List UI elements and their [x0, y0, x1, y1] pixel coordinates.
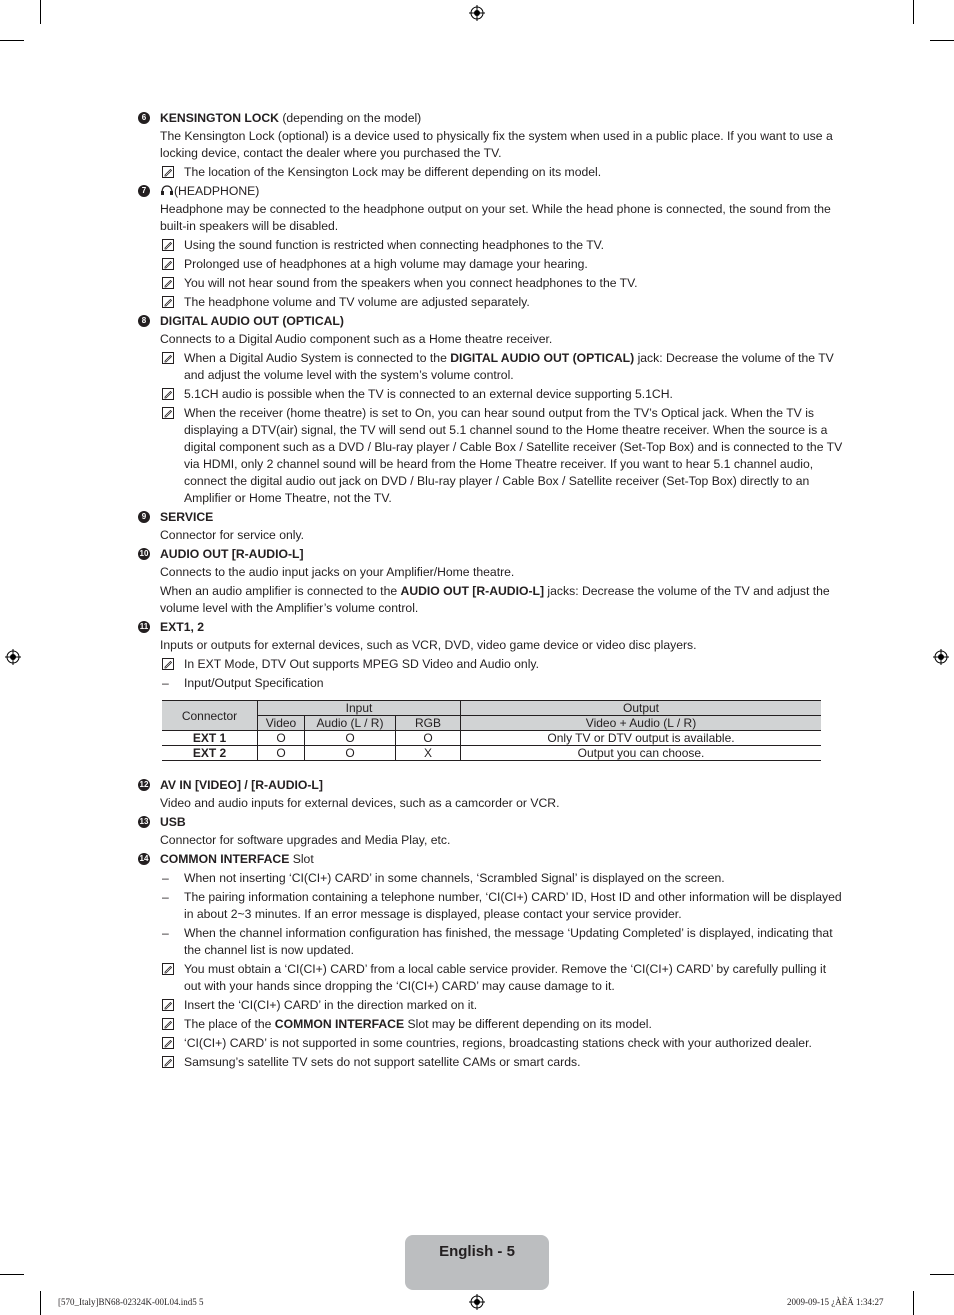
io-spec-table	[162, 700, 821, 761]
note-pencil-icon	[162, 258, 174, 270]
section-title: EXT1, 2	[160, 620, 205, 634]
section-number: 11	[139, 622, 149, 631]
crop-mark	[913, 1291, 914, 1315]
section-number: 13	[139, 817, 149, 826]
note-pencil-icon	[162, 963, 174, 975]
crop-mark	[913, 0, 914, 24]
registration-mark-icon	[469, 5, 485, 21]
note-pencil-icon	[162, 1037, 174, 1049]
print-slug-right: 2009-09-15 ¿ÀÈÄ 1:34:27	[787, 1297, 884, 1307]
crop-mark	[0, 40, 24, 41]
note-pencil-icon	[162, 277, 174, 289]
section-title: DIGITAL AUDIO OUT (OPTICAL)	[160, 314, 344, 328]
note-item: 5.1CH audio is possible when the TV is connected to an external device supporting 5.1CH.	[160, 386, 844, 403]
note-item: The location of the Kensington Lock may be different depending on its model.	[160, 164, 844, 181]
note-item: Insert the ‘CI(CI+) CARD’ in the direction marked on it.	[160, 997, 844, 1014]
note-pencil-icon	[162, 388, 174, 400]
section-number: 12	[139, 780, 149, 789]
note-pencil-icon	[162, 239, 174, 251]
section-title: KENSINGTON LOCK	[160, 111, 279, 125]
dash-item: – The pairing information containing a telephone number, ‘CI(CI+) CARD’ ID, Host ID and other information will be displayed in about 2~3 minutes. If an error message is displayed, please contact your service provider.	[162, 890, 842, 921]
note-item: Prolonged use of headphones at a high volume may damage your hearing.	[160, 256, 844, 273]
page-number: English - 5	[439, 1243, 515, 1260]
registration-mark-icon	[933, 649, 949, 665]
section-title-suffix: Slot	[289, 852, 314, 866]
crop-mark	[930, 40, 954, 41]
headphone-icon	[160, 185, 174, 196]
note-item: The place of the COMMON INTERFACE Slot may be different depending on its model.	[160, 1016, 844, 1033]
section-body: Connector for service only.	[160, 528, 305, 542]
section-number: 14	[139, 854, 149, 863]
note-item: ‘CI(CI+) CARD’ is not supported in some countries, regions, broadcasting stations check with your authorized dealer.	[160, 1035, 844, 1052]
print-slug-left: [570_Italy]BN68-02324K-00L04.ind5 5	[58, 1297, 204, 1307]
section-digital-audio-out	[138, 313, 844, 507]
note-item: Using the sound function is restricted when connecting headphones to the TV.	[160, 237, 844, 254]
table-row: EXT 1 O O O Only TV or DTV output is available.	[162, 731, 821, 746]
section-body: Connects to a Digital Audio component such as a Home theatre receiver.	[160, 332, 553, 346]
section-common-interface	[138, 851, 844, 1071]
section-title: SERVICE	[160, 510, 214, 524]
section-number: 10	[139, 549, 149, 558]
section-headphone	[138, 183, 844, 311]
note-pencil-icon	[162, 296, 174, 308]
registration-mark-icon	[5, 649, 21, 665]
note-pencil-icon	[162, 999, 174, 1011]
table-header-output: Output	[461, 701, 822, 716]
section-body: When an audio amplifier is connected to the AUDIO OUT [R-AUDIO-L] jacks: Decrease the volume of the TV and adjust the volume level with the Amplifier’s volume control.	[160, 584, 830, 615]
table-row: EXT 2 O O X Output you can choose.	[162, 746, 821, 761]
section-kensington-lock	[138, 110, 844, 181]
section-number: 9	[138, 511, 150, 523]
section-number: 7	[138, 185, 150, 197]
dash-item: – When not inserting ‘CI(CI+) CARD’ in some channels, ‘Scrambled Signal’ is displayed on the screen.	[162, 871, 725, 885]
crop-mark	[40, 1291, 41, 1315]
section-title: (HEADPHONE)	[174, 184, 260, 198]
section-body: Connector for software upgrades and Media Play, etc.	[160, 833, 451, 847]
registration-mark-icon	[469, 1294, 485, 1310]
section-title: USB	[160, 815, 186, 829]
section-title: AUDIO OUT [R-AUDIO-L]	[160, 547, 304, 561]
crop-mark	[0, 1274, 24, 1275]
section-body: Connects to the audio input jacks on your Amplifier/Home theatre.	[160, 565, 515, 579]
section-body: Headphone may be connected to the headphone output on your set. While the head phone is connected, the sound from the built-in speakers will be disabled.	[160, 202, 831, 233]
note-item: You must obtain a ‘CI(CI+) CARD’ from a local cable service provider. Remove the ‘CI(CI+) CARD’ by carefully pulling it out with your hands since dropping the ‘CI(CI+) CARD’ may cause damage to it.	[160, 961, 844, 995]
section-title-suffix: (depending on the model)	[278, 111, 422, 125]
table-subheader: RGB	[396, 716, 461, 731]
table-subheader: Video + Audio (L / R)	[461, 716, 822, 731]
note-pencil-icon	[162, 352, 174, 364]
note-pencil-icon	[162, 1018, 174, 1030]
section-usb	[138, 814, 844, 849]
note-item: In EXT Mode, DTV Out supports MPEG SD Video and Audio only.	[160, 656, 844, 673]
note-item: You will not hear sound from the speakers when you connect headphones to the TV.	[160, 275, 844, 292]
crop-mark	[930, 1274, 954, 1275]
note-pencil-icon	[162, 658, 174, 670]
section-body: Video and audio inputs for external devices, such as a camcorder or VCR.	[160, 796, 560, 810]
note-pencil-icon	[162, 166, 174, 178]
table-header-connector: Connector	[162, 701, 258, 731]
dash-item: – Input/Output Specification	[162, 676, 324, 690]
section-title: AV IN [VIDEO] / [R-AUDIO-L]	[160, 778, 323, 792]
section-number: 6	[138, 112, 150, 124]
section-title: COMMON INTERFACE	[160, 852, 290, 866]
section-ext	[138, 619, 844, 692]
section-number: 8	[138, 315, 150, 327]
table-subheader: Video	[258, 716, 305, 731]
note-item: When a Digital Audio System is connected to the DIGITAL AUDIO OUT (OPTICAL) jack: Decrease the volume of the TV and adjust the volume level with the system’s volume control.	[160, 350, 844, 384]
note-item: The headphone volume and TV volume are adjusted separately.	[160, 294, 844, 311]
page-number-tab	[405, 1235, 549, 1290]
note-pencil-icon	[162, 1056, 174, 1068]
crop-mark	[40, 0, 41, 24]
section-body: The Kensington Lock (optional) is a device used to physically fix the system when used in a public place. If you want to use a locking device, contact the dealer where you purchased the TV.	[160, 129, 833, 160]
table-header-input: Input	[258, 701, 461, 716]
table-subheader: Audio (L / R)	[305, 716, 396, 731]
note-pencil-icon	[162, 407, 174, 419]
dash-item: – When the channel information configuration has finished, the message ‘Updating Completed’ is displayed, indicating that the channel list is now updated.	[162, 926, 833, 957]
section-service	[138, 509, 844, 544]
note-item: When the receiver (home theatre) is set to On, you can hear sound output from the TV’s Optical jack. When the TV is displaying a DTV(air) signal, the TV will send out 5.1 channel sound to the Home theatre receiver. When the source is a digital component such as a DVD / Blu-ray player / Cable Box / Satellite receiver (Set-Top Box) and is connected to the TV via HDMI, only 2 channel sound will be heard from the Home Theatre receiver. If you want to hear 5.1 channel audio, connect the digital audio out jack on DVD / Blu-ray player / Cable Box / Satellite receiver (Set-Top Box) directly to an Amplifier or Home Theatre, not the TV.	[160, 405, 844, 507]
note-item: Samsung’s satellite TV sets do not support satellite CAMs or smart cards.	[160, 1054, 844, 1071]
section-av-in	[138, 777, 844, 812]
section-body: Inputs or outputs for external devices, such as VCR, DVD, video game device or video disc players.	[160, 638, 697, 652]
section-audio-out	[138, 546, 844, 617]
manual-content	[138, 108, 844, 1073]
